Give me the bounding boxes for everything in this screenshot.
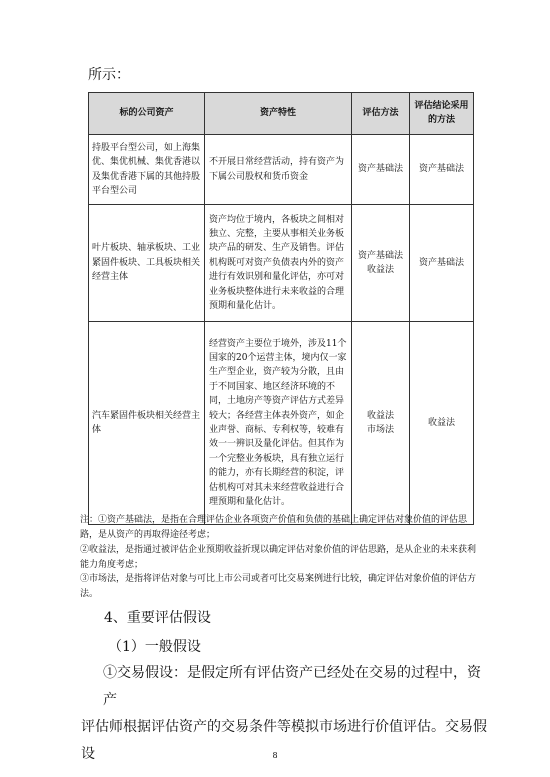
header-method: 评估方法 bbox=[352, 93, 410, 135]
page-number: 8 bbox=[272, 751, 278, 760]
note-asset-based: 注：①资产基础法，是指在合理评估企业各项资产价值和负债的基础上确定评估对象价值的评估思路，是从资产的再取得途径考虑； bbox=[80, 515, 468, 540]
table-row bbox=[89, 322, 474, 525]
header-characteristics: 资产特性 bbox=[205, 93, 352, 135]
table-row bbox=[89, 135, 474, 205]
cell-method: 资产基础法 bbox=[352, 135, 410, 205]
subsection-heading: （1）一般假设 bbox=[108, 639, 201, 655]
paragraph-line: 评估师根据评估资产的交易条件等模拟市场进行价值评估。交易假设 bbox=[81, 719, 487, 762]
paragraph-line: ①交易假设：是假定所有评估资产已经处在交易的过程中，资产 bbox=[103, 665, 481, 708]
table-row bbox=[89, 205, 474, 322]
asset-valuation-table bbox=[88, 92, 474, 525]
cell-characteristics: 资产均位于境内，各板块之间相对独立、完整，主要从事相关业务板块产品的研发、生产及销售。评估机构既可对资产负债表内外的资产进行有效识别和量化评估，亦可对业务板块整体进行未来收益的合理预期和量化估计。 bbox=[205, 205, 352, 322]
cell-characteristics: 不开展日常经营活动，持有资产为下属公司股权和货币资金 bbox=[205, 135, 352, 205]
note-market: ③市场法，是指将评估对象与可比上市公司或者可比交易案例进行比较，确定评估对象价值的评估方法。 bbox=[80, 574, 477, 600]
lead-text: 所示： bbox=[88, 67, 130, 83]
cell-method: 资产基础法 收益法 bbox=[352, 205, 410, 322]
cell-asset: 汽车紧固件板块相关经营主体 bbox=[89, 322, 205, 525]
cell-asset: 叶片板块、轴承板块、工业紧固件板块、工具板块相关经营主体 bbox=[89, 205, 205, 322]
note-income: ②收益法，是指通过被评估企业预期收益折现以确定评估对象价值的评估思路，是从企业的未来获利能力角度考虑； bbox=[80, 544, 477, 570]
cell-method: 收益法 市场法 bbox=[352, 322, 410, 525]
cell-conclusion: 资产基础法 bbox=[410, 135, 474, 205]
section-heading: 4、重要评估假设 bbox=[104, 610, 211, 626]
cell-asset: 持股平台型公司，如上海集优、集优机械、集优香港以及集优香港下属的其他持股平台型公司 bbox=[89, 135, 205, 205]
header-conclusion: 评估结论采用的方法 bbox=[410, 93, 474, 135]
header-asset: 标的公司资产 bbox=[89, 93, 205, 135]
table-header-row bbox=[89, 93, 474, 135]
cell-characteristics: 经营资产主要位于境外，涉及11个国家的20个运营主体，境内仅一家生产型企业，资产较为分散，且由于不同国家、地区经济环境的不同，土地房产等资产评估方式差异较大；各经营主体表外资产，如企业声誉、商标、专利权等，较难有效一一辨识及量化评估。但其作为一个完整业务板块，具有独立运行的能力，亦有长期经营的积淀，评估机构可对其未来经营收益进行合理预期和量化估计。 bbox=[205, 322, 352, 525]
cell-conclusion: 收益法 bbox=[410, 322, 474, 525]
cell-conclusion: 资产基础法 bbox=[410, 205, 474, 322]
table-notes bbox=[80, 513, 476, 602]
